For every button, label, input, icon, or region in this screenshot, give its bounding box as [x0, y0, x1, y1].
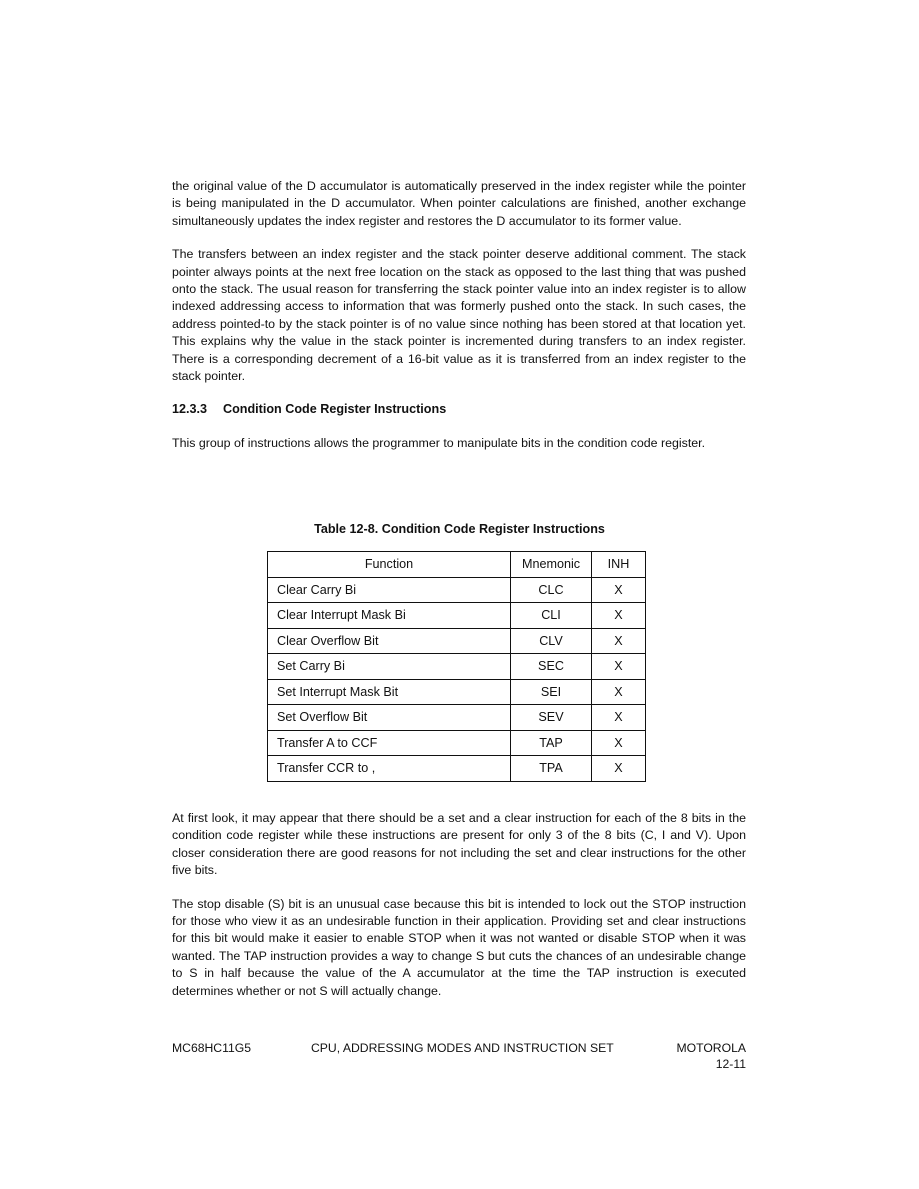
cell-inh: X — [592, 628, 646, 654]
section-number: 12.3.3 — [172, 402, 208, 417]
paragraph-3: This group of instructions allows the programmer to manipulate bits in the condition code register. — [172, 435, 706, 450]
paragraph-2: The transfers between an index register and the stack pointer deserve additional comment. The stack pointer always points at the next free location on the stack as opposed to the last thing that was pushed onto the stack. The usual reason for transferring the stack pointer value into an index register is to allow indexed addressing access to information that was formerly pushed onto the stack. In such cases, the address pointed-to by the stack pointer is of no value since nothing has been stored at that location yet. This explains why the value in the stack pointer is incremented during transfers to an index register. There is a corresponding decrement of a 16-bit value as it is transferred from an index register to the stack pointer. — [172, 247, 746, 384]
cell-function: Set Overflow Bit — [268, 705, 511, 731]
header-inh: INH — [592, 552, 646, 578]
footer-part-number: MC68HC11G5 — [172, 1041, 252, 1055]
header-function: Function — [268, 552, 511, 578]
cell-function: Clear Carry Bi — [268, 577, 511, 603]
cell-function: Set Interrupt Mask Bit — [268, 679, 511, 705]
cell-mnemonic: CLV — [511, 628, 592, 654]
cell-inh: X — [592, 730, 646, 756]
table-row — [268, 679, 646, 705]
cell-mnemonic: SEV — [511, 705, 592, 731]
cell-inh: X — [592, 654, 646, 680]
table-row — [268, 730, 646, 756]
cell-inh: X — [592, 756, 646, 782]
cell-mnemonic: TAP — [511, 730, 592, 756]
table-caption: Table 12-8. Condition Code Register Instructions — [314, 522, 605, 536]
cell-mnemonic: SEC — [511, 654, 592, 680]
table-row — [268, 705, 646, 731]
cell-function: Transfer A to CCF — [268, 730, 511, 756]
cell-mnemonic: SEI — [511, 679, 592, 705]
cell-inh: X — [592, 603, 646, 629]
cell-mnemonic: TPA — [511, 756, 592, 782]
paragraph-4: At first look, it may appear that there should be a set and a clear instruction for each of the 8 bits in the condition code register while these instructions are present for only 3 of the 8 bits (C, I and V). Upon closer consideration there are good reasons for not including the set and clear instructions for the other five bits. — [172, 811, 746, 878]
table-row — [268, 756, 646, 782]
cell-mnemonic: CLC — [511, 577, 592, 603]
table-row — [268, 654, 646, 680]
footer-company: MOTOROLA — [676, 1041, 746, 1055]
body-text-bottom — [172, 810, 746, 1016]
table-header-row — [268, 552, 646, 578]
cell-function: Clear Interrupt Mask Bi — [268, 603, 511, 629]
footer-page-number: 12-11 — [715, 1057, 746, 1071]
cell-function: Transfer CCR to , — [268, 756, 511, 782]
footer-chapter-title: CPU, ADDRESSING MODES AND INSTRUCTION SET — [311, 1041, 614, 1055]
cell-mnemonic: CLI — [511, 603, 592, 629]
paragraph-1: the original value of the D accumulator is automatically preserved in the index register while the pointer is being manipulated in the D accumulator. When pointer calculations are finished, another exchange simultaneously updates the index register and restores the D accumulator to its former value. — [172, 179, 746, 228]
cell-inh: X — [592, 679, 646, 705]
cell-inh: X — [592, 705, 646, 731]
cell-inh: X — [592, 577, 646, 603]
section-heading — [172, 401, 746, 418]
footer-right — [676, 1040, 746, 1072]
cell-function: Clear Overflow Bit — [268, 628, 511, 654]
cell-function: Set Carry Bi — [268, 654, 511, 680]
condition-code-table — [267, 551, 646, 782]
table-row — [268, 628, 646, 654]
body-text-top — [172, 178, 746, 468]
header-mnemonic: Mnemonic — [511, 552, 592, 578]
table-row — [268, 577, 646, 603]
table-row — [268, 603, 646, 629]
section-title: Condition Code Register Instructions — [223, 402, 447, 417]
paragraph-5: The stop disable (S) bit is an unusual case because this bit is intended to lock out the STOP instruction for those who view it as an undesirable function in their application. Providing set and clear instructions for this bit would make it easier to enable STOP when it was not wanted or disable STOP when it was wanted. The TAP instruction provides a way to change S but cuts the chances of an undesirable change to S in half because the value of the A accumulator at the time the TAP instruction is executed determines whether or not S will actually change. — [172, 896, 746, 998]
